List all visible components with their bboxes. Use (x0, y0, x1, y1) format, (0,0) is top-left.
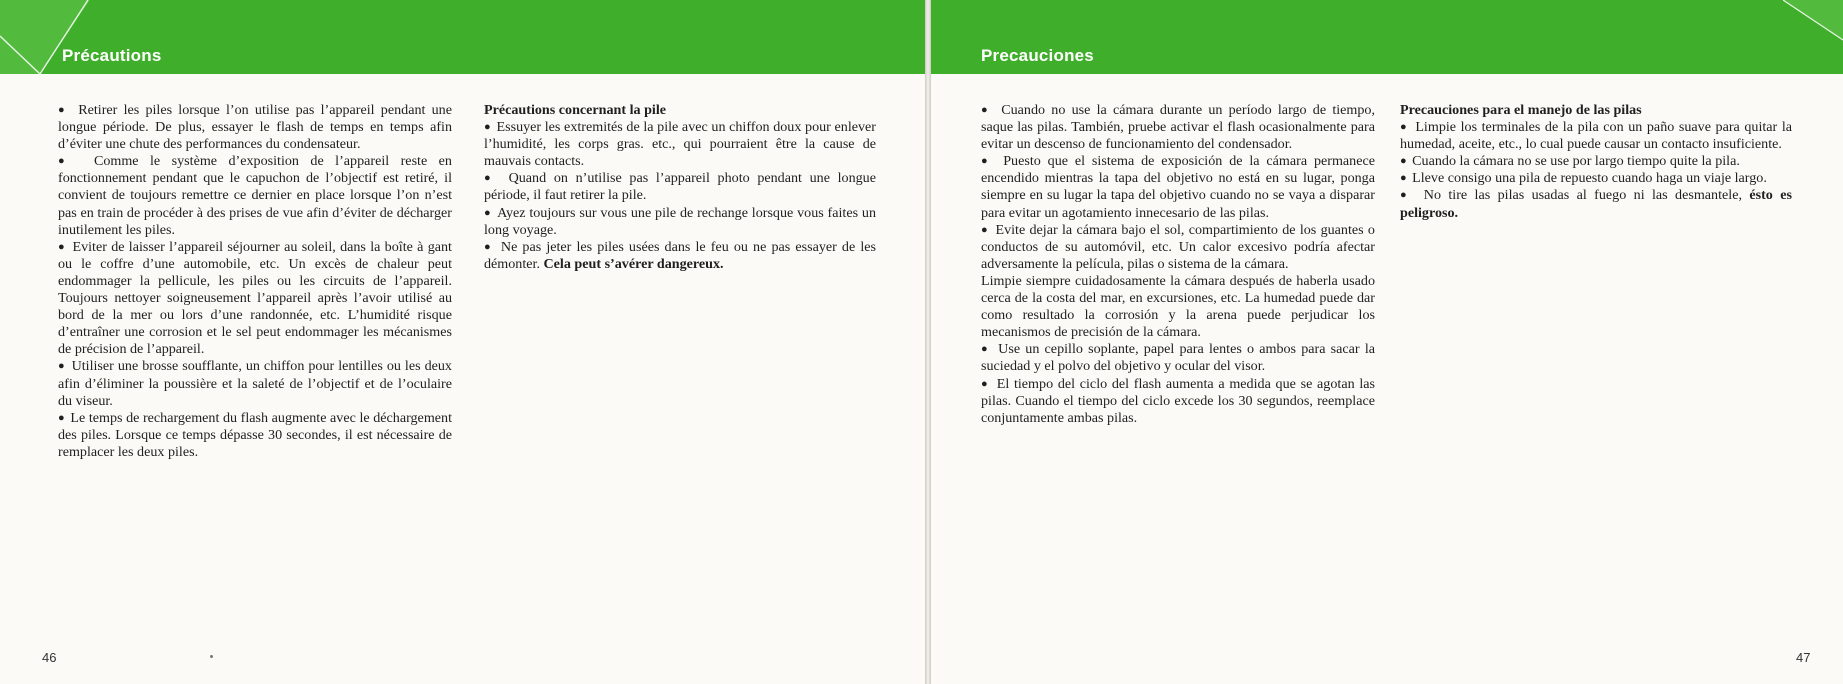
header-band (0, 0, 925, 74)
paragraph: ● El tiempo del ciclo del flash aumenta a medida que se agotan las pilas. Cuando el tiempo del ciclo excede los 30 segundos, reemplace conjuntamente ambas pilas. (981, 376, 1375, 427)
paragraph: ● Eviter de laisser l’appareil séjourner au soleil, dans la boîte à gant ou le coffre d’une automobile, etc. Un excès de chaleur peut endommager la pellicule, les piles ou les circuits de l’appareil. Toujours nettoyer soigneusement l’appareil après l’avoir utilisé au bord de la mer ou lors d’une randonnée, etc. L’humidité risque d’entraîner une corrosion et le sel peut endommager les mécanismes de précision de l’appareil. (58, 239, 452, 359)
paragraph: ● Cuando la cámara no se use por largo tiempo quite la pila. (1400, 153, 1792, 170)
section-heading: Précautions concernant la pile (484, 102, 667, 118)
paragraph: ● Le temps de rechargement du flash augmente avec le déchargement des piles. Lorsque ce temps dépasse 30 secondes, il est nécessaire de remplacer les deux piles. (58, 410, 452, 461)
page-title: Precauciones (981, 46, 1094, 65)
paragraph-text: Ne pas jeter les piles usées dans le feu ou ne pas essayer de les démonter. (484, 238, 876, 272)
speck (210, 655, 213, 658)
header-band (931, 0, 1843, 74)
paragraph: ● Evite dejar la cámara bajo el sol, compartimiento de los guantes o conductos de su automóvil, etc. Un calor excesivo podría afectar adversamente la película, pilas o sistema de la cámara. (981, 222, 1375, 273)
paragraph: ● Use un cepillo soplante, papel para lentes o ambos para sacar la suciedad y el polvo del objetivo y ocular del visor. (981, 341, 1375, 375)
page-number: 46 (42, 650, 57, 665)
paragraph-warning (1400, 187, 1792, 221)
paragraph: Limpie siempre cuidadosamente la cámara después de haberla usado cerca de la costa del mar, en excursiones, etc. La humedad puede dar como resultado la corrosión y la arena puede perjudicar los mecanismos de precisión de la cámara. (981, 272, 1375, 341)
paragraph: ● Retirer les piles lorsque l’on utilise pas l’appareil pendant une longue période. De plus, essayer le flash de temps en temps afin d’éviter une chute des performances du condensateur. (58, 102, 452, 153)
paragraph: ● Comme le système d’exposition de l’appareil reste en fonctionnement pendant que le capuchon de l’objectif est retiré, il convient de toujours remettre ce dernier en place lorsque l’on n’est pas en train de procéder à des prises de vue afin d’éviter de décharger inutilement les piles. (58, 153, 452, 238)
paragraph: ● Ayez toujours sur vous une pile de rechange lorsque vous faites un long voyage. (484, 205, 876, 239)
section-heading: Precauciones para el manejo de las pilas (1400, 102, 1642, 118)
corner-deco-icon (1783, 0, 1843, 74)
text-column-french-general (58, 102, 452, 461)
paragraph: ● Quand on n’utilise pas l’appareil photo pendant une longue période, il faut retirer la pile. (484, 170, 876, 204)
paragraph-text: No tire las pilas usadas al fuego ni las desmantele, (1423, 187, 1750, 204)
warning-text: ésto es peligroso. (1400, 187, 1792, 221)
paragraph: ● Utiliser une brosse soufflante, un chiffon pour lentilles ou les deux afin d’éliminer la poussière et la saleté de l’objectif et de l’oculaire du viseur. (58, 358, 452, 409)
page-title: Précautions (62, 46, 162, 65)
page-right (931, 0, 1843, 684)
paragraph: ● Lleve consigo una pila de repuesto cuando haga un viaje largo. (1400, 170, 1792, 187)
paragraph: ● Limpie los terminales de la pila con un paño suave para quitar la humedad, aceite, etc., lo cual puede causar un contacto insuficiente. (1400, 119, 1792, 153)
paragraph: ● Essuyer les extremités de la pile avec un chiffon doux pour enlever l’humidité, les corps gras. etc., qui pourraient être la cause de mauvais contacts. (484, 119, 876, 170)
text-column-spanish-general (981, 102, 1375, 427)
text-column-spanish-battery (1400, 102, 1792, 222)
paragraph: ● Cuando no use la cámara durante un período largo de tiempo, saque las pilas. También, pruebe activar el flash ocasionalmente para evitar un descenso de funcionamiento del condensador. (981, 102, 1375, 153)
page-number: 47 (1796, 650, 1811, 665)
warning-text: Cela peut s’avérer dangereux. (543, 255, 724, 272)
paragraph-warning (484, 239, 876, 273)
text-column-french-battery (484, 102, 876, 273)
paragraph: ● Puesto que el sistema de exposición de la cámara permanece encendido mientras la tapa del objetivo no está en su lugar, ponga siempre en su lugar la tapa del objetivo cuando no se vaya a disparar para evitar un agotamiento innecesario de las pilas. (981, 153, 1375, 221)
